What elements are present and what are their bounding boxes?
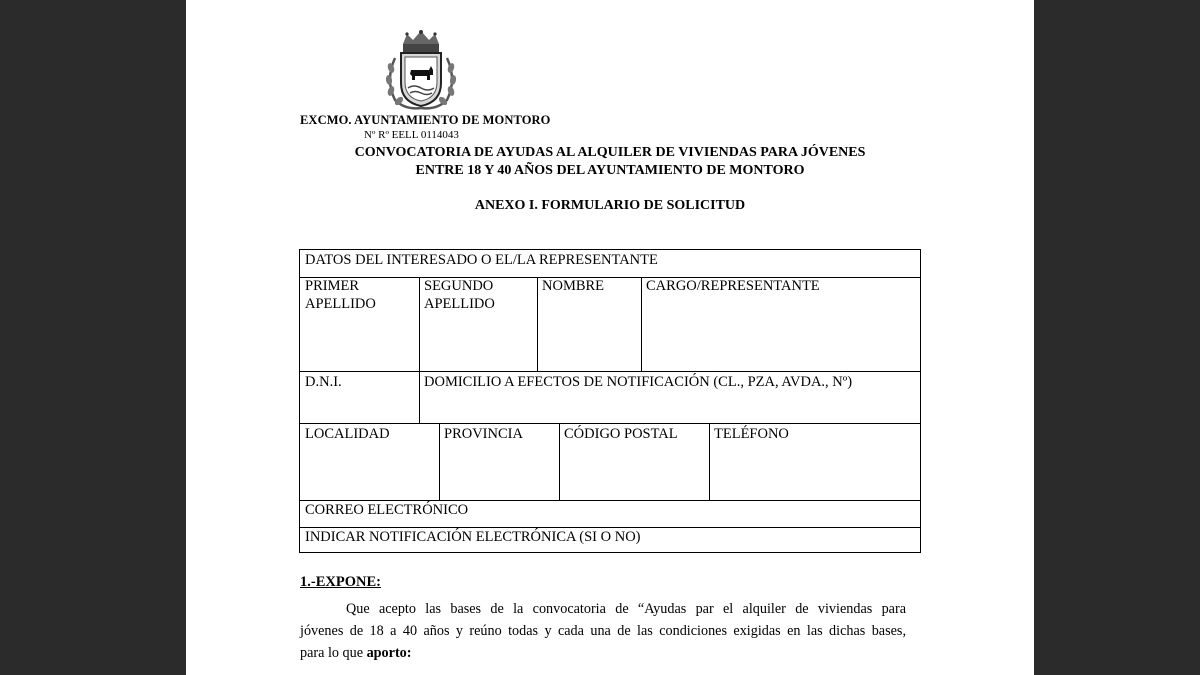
second-surname-label-line-1: SEGUNDO — [424, 278, 494, 294]
table-rule — [709, 423, 710, 500]
table-rule — [439, 423, 440, 500]
expone-line-3-text: para lo que — [300, 645, 367, 661]
table-rule — [300, 371, 920, 372]
expone-heading: 1.-EXPONE: — [300, 574, 381, 590]
postal-code-label: CÓDIGO POSTAL — [564, 426, 678, 442]
annex-title: ANEXO I. FORMULARIO DE SOLICITUD — [474, 198, 746, 213]
applicant-section-header: DATOS DEL INTERESADO O EL/LA REPRESENTANTE — [305, 252, 658, 268]
name-label: NOMBRE — [542, 278, 605, 294]
address-label: DOMICILIO A EFECTOS DE NOTIFICACIÓN (CL., PZA, AVDA., Nº) — [424, 374, 853, 390]
province-label: PROVINCIA — [444, 426, 523, 442]
electronic-notification-label: INDICAR NOTIFICACIÓN ELECTRÓNICA (SI O NO) — [305, 529, 641, 545]
email-label: CORREO ELECTRÓNICO — [305, 502, 469, 518]
expone-paragraph-line-3 — [300, 642, 906, 664]
applicant-data-table — [299, 249, 921, 553]
coat-of-arms-logo — [381, 28, 461, 112]
registry-number: Nº Rº EELL 0114043 — [364, 129, 459, 141]
table-rule — [559, 423, 560, 500]
expone-paragraph-line-2: jóvenes de 18 a 40 años y reúno todas y cada una de las condiciones exigidas en las dichas bases, — [300, 623, 906, 639]
locality-label: LOCALIDAD — [305, 426, 390, 442]
organization-name: EXCMO. AYUNTAMIENTO DE MONTORO — [300, 113, 551, 127]
phone-label: TELÉFONO — [714, 426, 789, 442]
dni-label: D.N.I. — [305, 374, 342, 390]
table-rule — [300, 423, 920, 424]
first-surname-label-line-2: APELLIDO — [305, 296, 376, 312]
table-rule — [537, 277, 538, 371]
document-title-line-1: CONVOCATORIA DE AYUDAS AL ALQUILER DE VIVIENDAS PARA JÓVENES — [354, 145, 866, 160]
table-rule — [300, 277, 920, 278]
expone-paragraph-line-1: Que acepto las bases de la convocatoria de “Ayudas par el alquiler de viviendas para — [346, 601, 906, 617]
representative-role-label: CARGO/REPRESENTANTE — [646, 278, 820, 294]
document-page — [186, 0, 1034, 675]
expone-aporto-emphasis: aporto: — [366, 645, 412, 661]
table-rule — [419, 277, 420, 371]
second-surname-label-line-2: APELLIDO — [424, 296, 495, 312]
table-rule — [419, 371, 420, 423]
document-title-line-2: ENTRE 18 Y 40 AÑOS DEL AYUNTAMIENTO DE MONTORO — [415, 163, 805, 178]
table-rule — [641, 277, 642, 371]
first-surname-label-line-1: PRIMER — [305, 278, 359, 294]
